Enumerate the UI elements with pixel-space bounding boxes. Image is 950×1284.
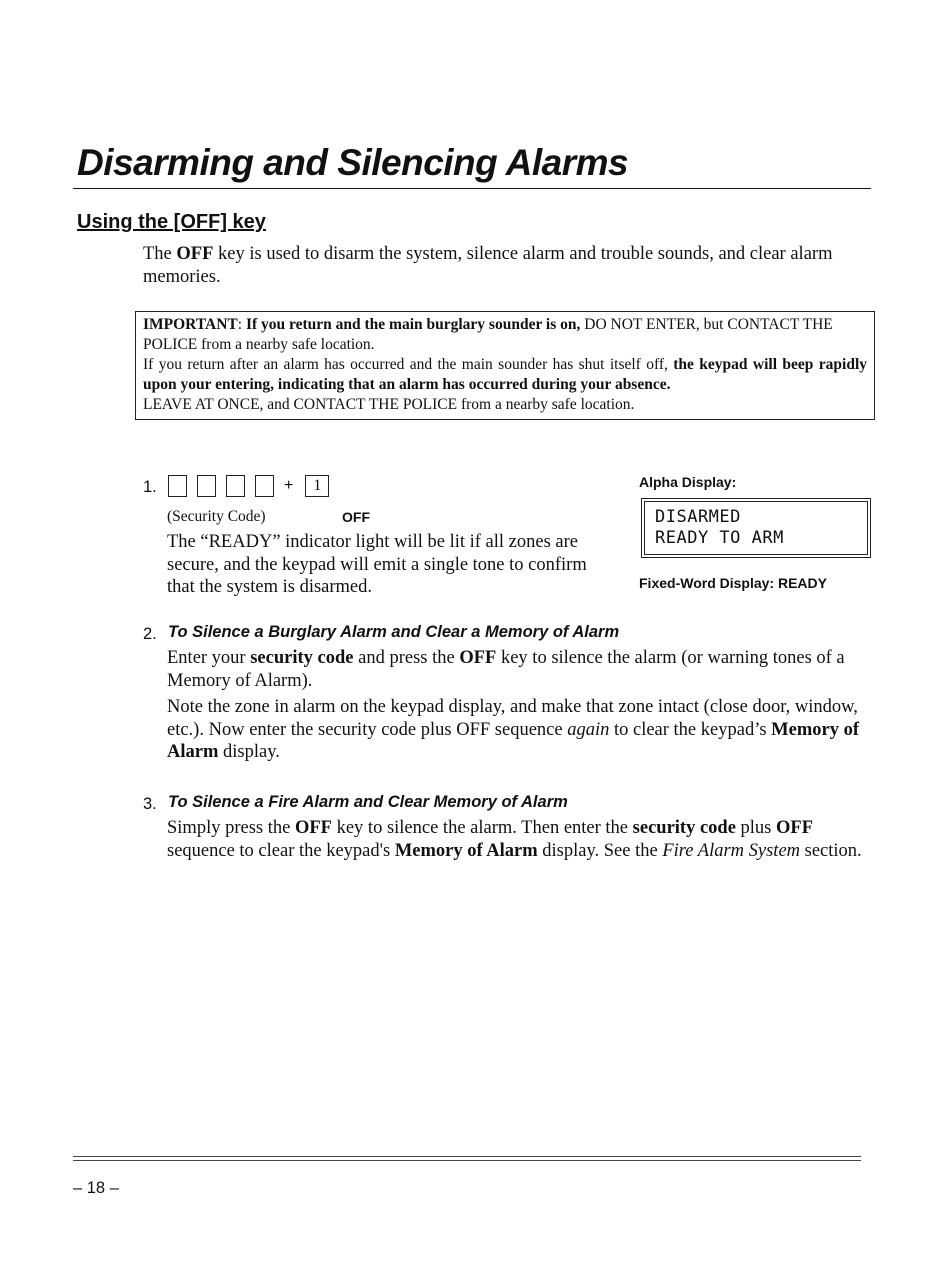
page-number: – 18 – [73, 1179, 119, 1197]
step-1-number: 1. [143, 478, 157, 496]
step-3-text-e: plus [735, 818, 777, 838]
title-divider [73, 188, 871, 189]
step-2-heading: To Silence a Burglary Alarm and Clear a Memory of Alarm [168, 623, 620, 641]
off-key-box: 1 [305, 475, 329, 497]
keypad-sequence [168, 474, 329, 498]
step-3-number: 3. [143, 795, 157, 813]
step-3-text-g: sequence to clear the keypad's [167, 840, 395, 861]
step-2-text-f: Note the zone in alarm on the keypad display, and make that zone intact (close door, window, etc.). Now enter the security code plus OFF sequence [167, 697, 858, 740]
code-key-box-2 [197, 475, 216, 497]
page-title: Disarming and Silencing Alarms [77, 142, 629, 183]
step-3-text-i: display. See the [537, 840, 663, 861]
alpha-display-label: Alpha Display: [639, 474, 737, 490]
plus-sign: + [284, 477, 294, 494]
step-3-text-c: key to silence the alarm. Then enter the [331, 818, 633, 838]
important-text-2: If you return after an alarm has occurred and the main sounder has shut itself off, [143, 356, 674, 373]
intro-paragraph [143, 243, 863, 289]
step-3-italic-j: Fire Alarm System [662, 840, 801, 861]
step-2-bold-b: security code [250, 648, 354, 668]
section-heading: Using the [OFF] key [77, 211, 266, 233]
step-3-bold-d: security code [632, 818, 736, 838]
step-3-para [167, 817, 881, 862]
important-label: IMPORTANT [143, 316, 238, 333]
step-3-bold-b: OFF [294, 818, 332, 838]
important-text-3: LEAVE AT ONCE, and CONTACT THE POLICE from a nearby safe location. [143, 396, 635, 413]
step-2-bold-memory: Memory of Alarm [167, 719, 859, 762]
important-text-1: DO NOT ENTER, but CONTACT THE POLICE from a nearby safe location. [143, 316, 833, 353]
important-para-2 [143, 355, 867, 395]
intro-text: The [143, 244, 177, 264]
step-2-bold-d: OFF [459, 648, 497, 668]
step-3-bold-f: OFF [776, 818, 814, 838]
fixed-word-display-label: Fixed-Word Display: READY [639, 575, 827, 591]
important-bold-1: If you return and the main burglary sounder is on, [245, 316, 581, 333]
intro-off-bold: OFF [176, 244, 214, 264]
important-notice-box [135, 311, 875, 420]
security-code-label: (Security Code) [167, 508, 266, 525]
step-2-text-a: Enter your [167, 648, 251, 668]
code-key-box-3 [226, 475, 245, 497]
step-3-text-k: section. [800, 840, 862, 861]
step-3-heading: To Silence a Fire Alarm and Clear Memory of Alarm [168, 793, 568, 811]
alpha-display-inner [644, 501, 868, 555]
important-para-3 [143, 395, 867, 415]
step-2-text-g: to clear the keypad’s [609, 719, 772, 740]
display-line-1: DISARMED [655, 507, 741, 527]
footer-divider [73, 1156, 861, 1161]
step-2-para-1 [167, 647, 879, 692]
step-2-italic-again: again [567, 719, 610, 740]
step-3-text-a: Simply press the [167, 818, 295, 838]
important-bold-2: the keypad will beep rapidly upon your entering, indicating that an alarm has occurred during your absence. [143, 356, 868, 393]
step-2-text-e: key to silence the alarm (or warning tones of a Memory of Alarm). [167, 648, 845, 691]
step-2-para-2 [167, 696, 867, 764]
off-key-label: OFF [342, 509, 370, 525]
code-key-box-4 [255, 475, 274, 497]
display-line-2: READY TO ARM [655, 528, 784, 548]
step-2-number: 2. [143, 625, 157, 643]
step-1-text: The “READY” indicator light will be lit if all zones are secure, and the keypad will emit a single tone to confirm that the system is disarmed. [167, 532, 587, 597]
step-2-text-c: and press the [353, 648, 460, 668]
alpha-display-screen [641, 498, 871, 558]
step-2-text-h: display. [218, 742, 280, 762]
intro-text-end: key is used to disarm the system, silence alarm and trouble sounds, and clear alarm memories. [143, 244, 833, 287]
code-key-box-1 [168, 475, 187, 497]
step-3-bold-h: Memory of Alarm [394, 840, 538, 861]
important-para-1 [143, 315, 867, 355]
important-colon: : [237, 316, 246, 333]
